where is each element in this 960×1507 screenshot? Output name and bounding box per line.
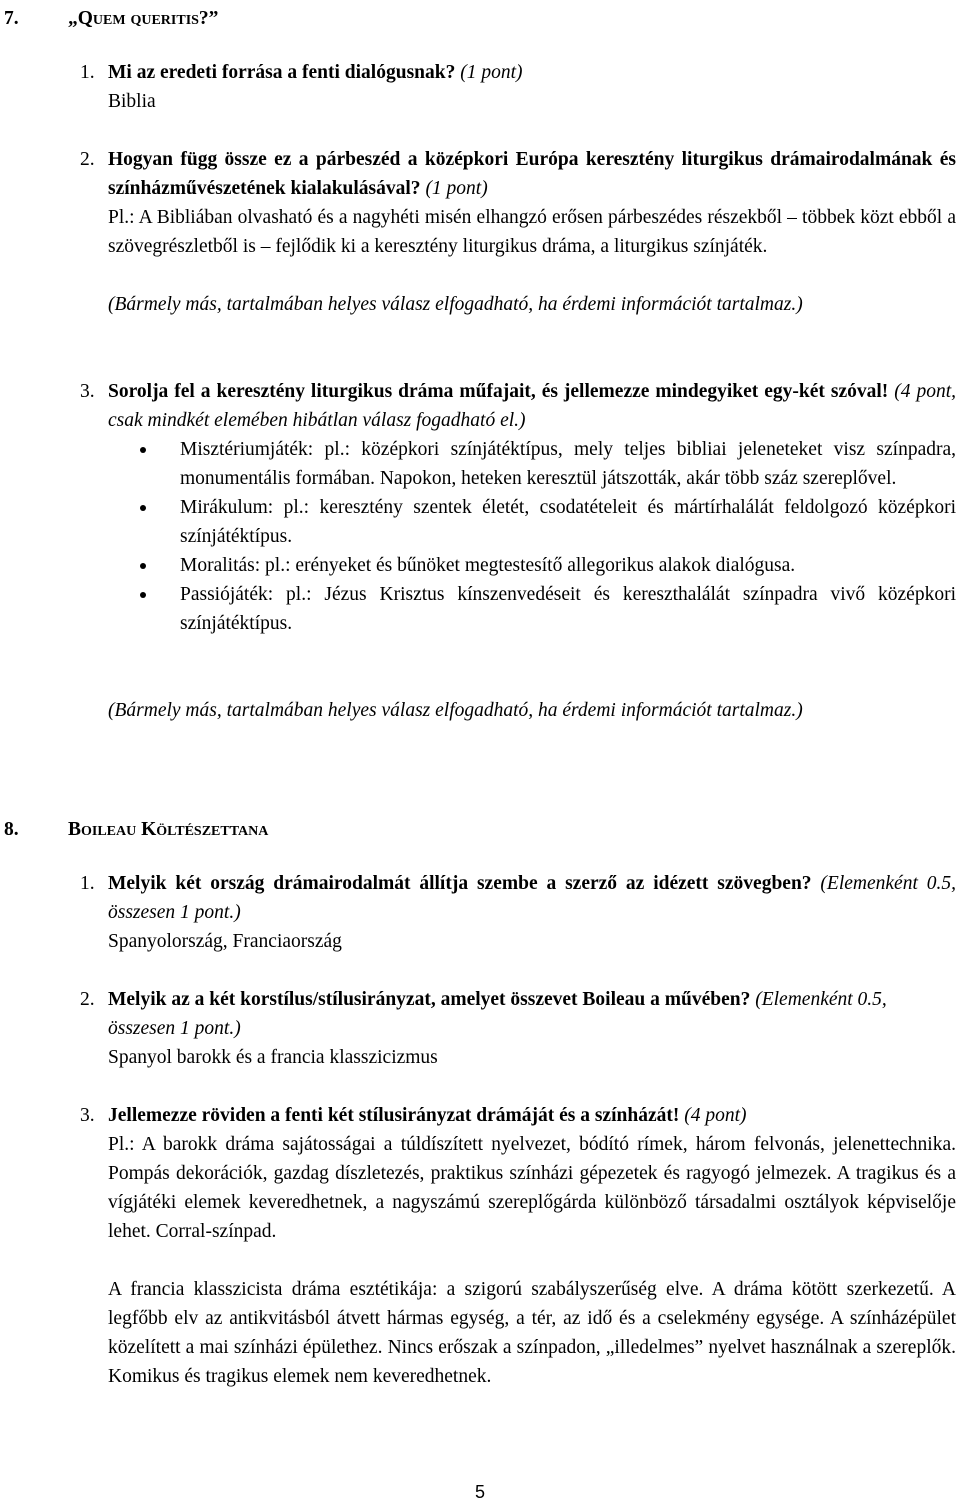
points-text: (Elemenként 0.5, összesen 1 pont.)	[108, 989, 887, 1039]
list-item	[108, 435, 956, 493]
bullet-icon	[140, 592, 146, 598]
genre-list	[108, 435, 956, 638]
question-number: 2.	[80, 989, 95, 1010]
section-title: Boileau Költészettana	[68, 819, 269, 840]
section-number: 8.	[4, 819, 19, 840]
points-text: (Elemenként 0.5, összesen 1 pont.)	[108, 873, 956, 923]
points-text: (1 pont)	[425, 178, 488, 199]
list-item	[108, 580, 956, 638]
list-item-text: Moralitás: pl.: erényeket és bűnöket megtestesítő allegorikus alakok dialógusa.	[180, 555, 796, 576]
question-8-1	[108, 869, 956, 927]
points-text: (4 pont)	[684, 1105, 747, 1126]
list-item	[108, 551, 956, 580]
answer-8-1: Spanyolország, Franciaország	[108, 931, 342, 952]
question-number: 3.	[80, 381, 95, 402]
section-title: „Quem queritis?”	[68, 8, 219, 29]
question-number: 2.	[80, 149, 95, 170]
question-text: Melyik az a két korstílus/stílusirányzat, amelyet összevet Boileau a művében?	[108, 989, 751, 1010]
list-item-text: Passiójáték: pl.: Jézus Krisztus kínszenvedéseit és kereszthalálát színpadra vivő középkori színjátéktípus.	[180, 584, 956, 634]
points-text: (1 pont)	[460, 62, 523, 83]
page-number: 5	[474, 1482, 485, 1502]
points-text: (4 pont, csak mindkét elemében hibátlan válasz fogadható el.)	[108, 381, 957, 431]
question-8-2	[108, 985, 956, 1043]
answer-7-1: Biblia	[108, 91, 156, 112]
note-7-3: (Bármely más, tartalmában helyes válasz elfogadható, ha érdemi információt tartalmaz.)	[108, 700, 803, 721]
section-7-heading	[4, 4, 218, 33]
question-number: 1.	[80, 62, 95, 83]
section-number: 7.	[4, 8, 19, 29]
question-7-1	[108, 58, 956, 87]
question-number: 1.	[80, 873, 95, 894]
answer-7-2: Pl.: A Bibliában olvasható és a nagyhéti misén elhangzó erősen párbeszédes részekből – többek közt ebből a szövegrészletből is – fejlődik ki a keresztény liturgikus dráma, a liturgikus színjáték.	[108, 207, 956, 257]
question-text: Jellemezze röviden a fenti két stílusirányzat drámáját és a színházát!	[108, 1105, 680, 1126]
question-7-3	[108, 377, 956, 435]
question-text: Mi az eredeti forrása a fenti dialógusnak?	[108, 62, 456, 83]
answer-8-2: Spanyol barokk és a francia klasszicizmus	[108, 1047, 438, 1068]
question-number: 3.	[80, 1105, 95, 1126]
bullet-icon	[140, 447, 146, 453]
list-item	[108, 493, 956, 551]
note-7-2: (Bármely más, tartalmában helyes válasz elfogadható, ha érdemi információt tartalmaz.)	[108, 294, 803, 315]
question-8-3	[108, 1101, 956, 1130]
question-text: Sorolja fel a keresztény liturgikus dráma műfajait, és jellemezze mindegyiket egy-két szóval!	[108, 381, 889, 402]
list-item-text: Misztériumjáték: pl.: középkori színjátéktípus, mely teljes bibliai jeleneteket visz színpadra, monumentális formában. Napokon, heteken keresztül játszották, akár több száz szereplővel.	[180, 439, 956, 489]
question-text: Melyik két ország drámairodalmát állítja szembe a szerző az idézett szövegben?	[108, 873, 812, 894]
bullet-icon	[140, 563, 146, 569]
answer-8-3-baroque: Pl.: A barokk dráma sajátosságai a túldíszített nyelvezet, bódító rímek, három felvonás, jelenettechnika. Pompás dekorációk, gazdag díszletezés, praktikus színházi gépezetek és ragyogó jelmezek. A tragikus és a vígjátéki elemek keveredhetnek, a nagyszámú szereplőgárda különböző társadalmi osztályok képviselője lehet. Corral-színpad.	[108, 1134, 956, 1242]
section-8-heading	[4, 815, 268, 844]
question-7-2	[108, 145, 956, 203]
answer-8-3-classicism: A francia klasszicista dráma esztétikája: a szigorú szabályszerűség elve. A dráma kötött szerkezetű. A legfőbb elv az antikvitásból átvett hármas egység, a tér, az idő és a cselekmény egysége. A színházépület közelített a mai színházi épülethez. Nincs erőszak a színpadon, „illedelmes” nyelvet használnak a szereplők. Komikus és tragikus elemek nem keveredhetnek.	[108, 1279, 956, 1387]
list-item-text: Mirákulum: pl.: keresztény szentek életét, csodatételeit és mártírhalálát feldolgozó középkori színjátéktípus.	[180, 497, 956, 547]
question-text: Hogyan függ össze ez a párbeszéd a középkori Európa keresztény liturgikus drámairodalmának és színházművészetének kialakulásával?	[108, 149, 956, 199]
bullet-icon	[140, 505, 146, 511]
